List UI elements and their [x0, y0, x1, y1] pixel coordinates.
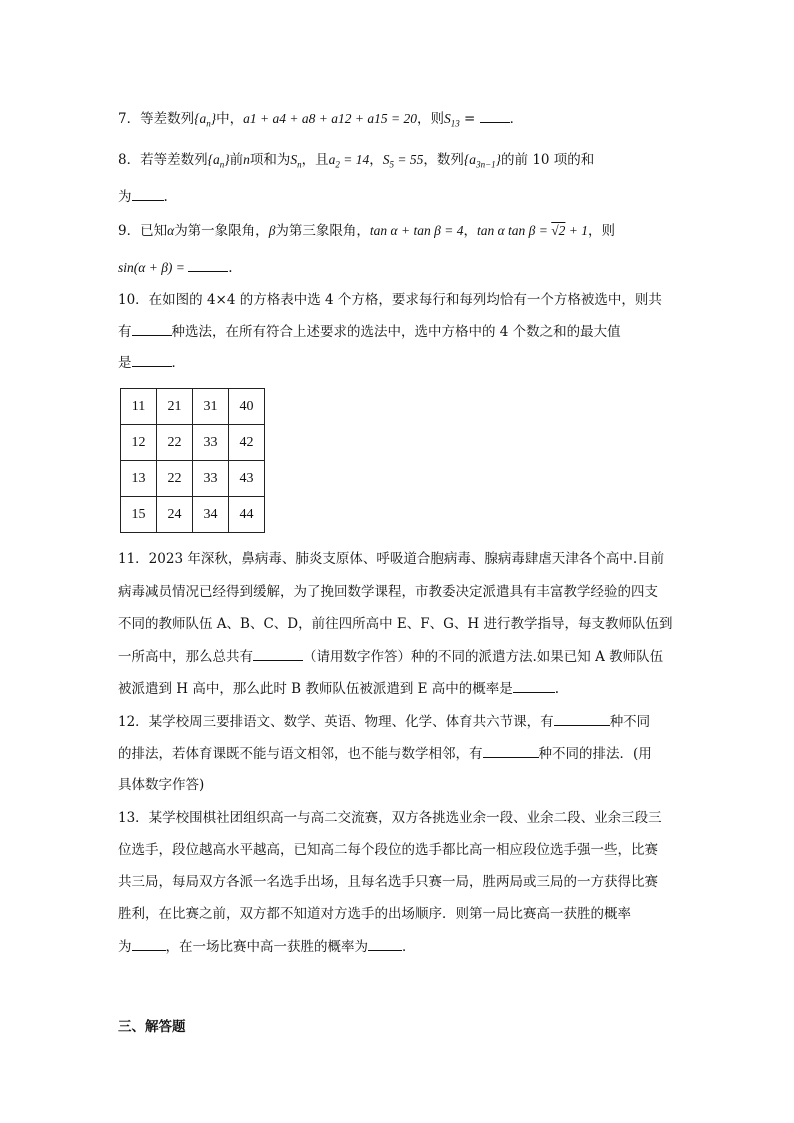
q12-text: 12．某学校周三要排语文、数学、英语、物理、化学、体育共六节课，有 [118, 714, 554, 730]
grid-cell: 24 [157, 497, 193, 533]
grid-cell: 15 [121, 497, 157, 533]
q12-text: 种不同 [609, 714, 651, 730]
grid-cell: 22 [157, 425, 193, 461]
q8-text: 为 [118, 189, 132, 205]
q9-plus-one: + 1 [565, 223, 589, 238]
question-11-line-3: 不同的教师队伍 A、B、C、D，前往四所高中 E、F、G、H 进行教学指导，每支教师队伍到 [118, 616, 673, 632]
q8-text: 8．若等差数列 [118, 152, 208, 168]
q7-lead: 7．等差数列 [118, 111, 195, 127]
q8-s5: S [382, 152, 390, 167]
answer-blank [188, 257, 228, 272]
answer-blank [132, 936, 166, 951]
question-8-line-1 [118, 150, 594, 175]
q9-beta: β [268, 223, 276, 238]
q8-text: 前 [229, 152, 244, 168]
q8-set: {a [207, 152, 220, 167]
q7-end: ． [509, 111, 524, 127]
answer-blank [513, 678, 555, 693]
answer-blank [483, 743, 539, 758]
question-7 [118, 108, 523, 134]
q9-tan-prod: tan α tan β = [476, 223, 552, 238]
q7-a1: a [243, 111, 250, 126]
question-13-line-4: 胜利，在比赛之前，双方都不知道对方选手的出场顺序．则第一局比赛高一获胜的概率 [118, 906, 631, 922]
q12-text: 种不同的排法．(用 [538, 746, 652, 762]
question-13-line-5 [118, 936, 416, 957]
grid-row [121, 461, 265, 497]
q13-text: 为 [118, 939, 132, 955]
grid-cell: 34 [193, 497, 229, 533]
q8-text: 的前 10 项的和 [501, 152, 595, 168]
question-12-line-1 [118, 711, 650, 732]
question-13-line-3: 共三局，每局双方各派一名选手出场，且每名选手只赛一局，胜两局或三局的一方获得比赛 [118, 874, 658, 890]
question-13-line-1: 13．某学校围棋社团组织高一与高二交流赛，双方各挑选业余一段、业余二段、业余三段三 [118, 810, 662, 826]
question-12-line-2 [118, 743, 652, 764]
grid-cell: 31 [193, 389, 229, 425]
q11-end: . [554, 681, 560, 697]
answer-blank [132, 321, 172, 336]
question-8-line-2 [118, 186, 168, 207]
answer-blank [368, 936, 402, 951]
q8-seq2-sub: 3n−1 [476, 159, 496, 170]
grid-row [121, 497, 265, 533]
q9-text: 为第三象限角， [275, 223, 370, 239]
q8-seq2-close: } [495, 152, 502, 167]
section-title: 三、解答题 [118, 1019, 186, 1035]
q9-text: 为第一象限角， [174, 223, 269, 239]
q8-end: . [163, 189, 168, 205]
grid-cell: 43 [229, 461, 265, 497]
grid-cell: 22 [157, 461, 193, 497]
q9-alpha: α [167, 223, 175, 238]
q8-text: ，数列 [423, 152, 464, 168]
answer-blank [253, 646, 303, 661]
grid-cell: 12 [121, 425, 157, 461]
q8-a2-val: = 14 [339, 152, 370, 167]
grid-cell: 44 [229, 497, 265, 533]
grid-row [121, 425, 265, 461]
q9-sin: sin(α + β) = [118, 260, 189, 275]
question-11-line-5 [118, 678, 559, 699]
q8-a2-sub: 2 [335, 159, 340, 170]
q10-text: 是 [118, 355, 132, 371]
q10-text: 种选法，在所有符合上述要求的选法中，选中方格中的 4 个数之和的最大值 [171, 324, 621, 340]
answer-blank [480, 108, 510, 123]
q9-sqrt: √2 [551, 223, 566, 238]
q8-sn: S [290, 152, 298, 167]
q7-s: S [443, 111, 451, 126]
grid-cell: 33 [193, 461, 229, 497]
q11-text: 被派遣到 H 高中，那么此时 B 教师队伍被派遣到 E 高中的概率是 [118, 681, 513, 697]
q9-then: ，则 [588, 223, 616, 239]
answer-blank [132, 352, 172, 367]
question-9-line-2 [118, 257, 233, 278]
q7-sum: 1 + a4 + a8 + a12 + a15 = 20 [249, 111, 417, 126]
grid-cell: 21 [157, 389, 193, 425]
q8-text: 项和为 [249, 152, 291, 168]
q7-set-close: } [210, 111, 217, 126]
question-9-line-1 [118, 221, 615, 241]
q8-s5-val: = 55 [394, 152, 424, 167]
q9-end: . [228, 260, 233, 276]
grid-cell: 33 [193, 425, 229, 461]
answer-blank [554, 711, 610, 726]
question-10-line-2 [118, 321, 621, 342]
q11-text: （请用数字作答）种的不同的派遣方法.如果已知 A 教师队伍 [303, 649, 664, 665]
q9-tan-sum: tan α + tan β = 4 [369, 223, 464, 238]
q8-n: n [243, 152, 250, 167]
question-10-line-3 [118, 352, 185, 373]
q7-then: ，则 [416, 111, 444, 127]
q13-text: ，在一场比赛中高一获胜的概率为 [165, 939, 368, 955]
answer-blank [132, 186, 164, 201]
number-grid-table [120, 388, 265, 533]
question-13-line-2: 位选手，段位越高水平越高，已知高二每个段位的选手都比高一相应段位选手强一些，比赛 [118, 842, 658, 858]
q8-seq2: {a [463, 152, 477, 167]
grid-cell: 11 [121, 389, 157, 425]
q8-s5-sub: 5 [389, 159, 395, 170]
grid-cell: 13 [121, 461, 157, 497]
q7-set-sub: n [206, 118, 211, 129]
q12-text: 的排法，若体育课既不能与语文相邻，也不能与数学相邻，有 [118, 746, 483, 762]
question-10-line-1: 10．在如图的 4×4 的方格表中选 4 个方格，要求每行和每列均恰有一个方格被选中，则共 [118, 292, 662, 308]
grid-cell: 40 [229, 389, 265, 425]
q9-comma: ， [463, 223, 477, 239]
question-11-line-2: 病毒减员情况已经得到缓解，为了挽回数学课程，市教委决定派遣具有丰富教学经验的四支 [118, 584, 658, 600]
q7-set: {a [194, 111, 207, 126]
q8-comma: ， [369, 152, 383, 168]
grid-row [121, 389, 265, 425]
q7-mid: 中， [216, 111, 244, 127]
question-11-line-4 [118, 646, 663, 667]
q8-text: ，且 [301, 152, 329, 168]
grid-cell: 42 [229, 425, 265, 461]
q9-text: 9．已知 [118, 223, 168, 239]
q11-text: 一所高中，那么总共有 [118, 649, 253, 665]
q8-set-close: } [224, 152, 230, 167]
q8-set-sub: n [219, 159, 225, 170]
question-11-line-1: 11．2023 年深秋，鼻病毒、肺炎支原体、呼吸道合胞病毒、腺病毒肆虐天津各个高中.目前 [118, 551, 665, 567]
question-12-line-3: 具体数字作答) [118, 777, 205, 793]
q10-end: ． [171, 355, 185, 371]
q10-text: 有 [118, 324, 132, 340]
q13-end: ． [402, 939, 416, 955]
q8-a2: a [328, 152, 336, 167]
q7-eq: = [459, 111, 480, 127]
q7-s-sub: 13 [450, 118, 460, 129]
q8-sn-sub: n [297, 159, 302, 170]
